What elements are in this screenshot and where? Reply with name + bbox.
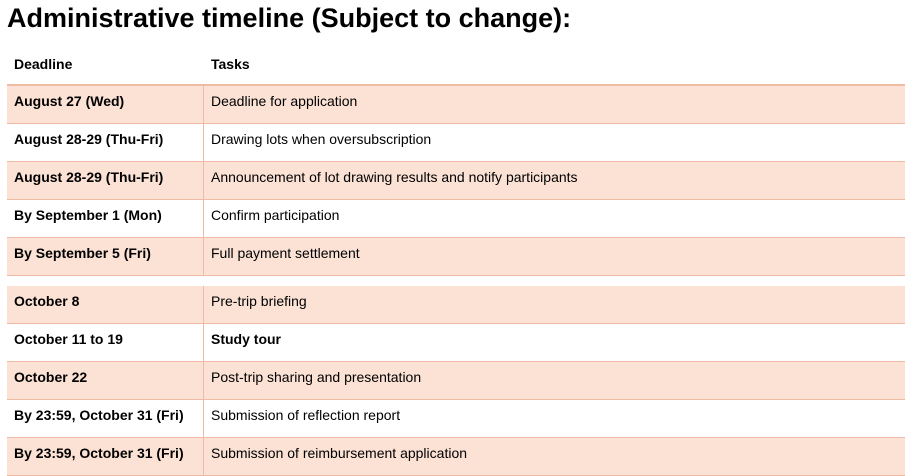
task-cell: Post-trip sharing and presentation — [211, 369, 422, 385]
section-gap — [7, 276, 905, 286]
task-cell: Deadline for application — [211, 93, 358, 109]
deadline-cell: By September 1 (Mon) — [7, 200, 204, 237]
deadline-cell: By 23:59, October 31 (Fri) — [7, 438, 204, 475]
task-cell: Confirm participation — [211, 207, 340, 223]
deadline-cell: October 22 — [7, 362, 204, 399]
table-row — [7, 238, 905, 276]
header-deadline: Deadline — [14, 56, 73, 72]
deadline-cell: October 8 — [7, 286, 204, 323]
deadline-cell: August 28-29 (Thu-Fri) — [7, 162, 204, 199]
table-row — [7, 200, 905, 238]
table-row — [7, 286, 905, 324]
deadline-cell: By 23:59, October 31 (Fri) — [7, 400, 204, 437]
deadline-cell: October 11 to 19 — [7, 324, 204, 361]
task-cell: Study tour — [211, 331, 281, 347]
table-header-row — [7, 44, 905, 86]
table-row — [7, 400, 905, 438]
table-row — [7, 124, 905, 162]
task-cell: Pre-trip briefing — [211, 293, 307, 309]
table-row — [7, 86, 905, 124]
table-row — [7, 162, 905, 200]
deadline-cell: August 28-29 (Thu-Fri) — [7, 124, 204, 161]
table-row — [7, 324, 905, 362]
task-cell: Submission of reflection report — [211, 407, 401, 423]
timeline-table — [7, 44, 905, 476]
table-row — [7, 438, 905, 476]
task-cell: Submission of reimbursement application — [211, 445, 468, 461]
deadline-cell: By September 5 (Fri) — [7, 238, 204, 275]
page-title: Administrative timeline (Subject to change): — [7, 3, 572, 33]
deadline-cell: August 27 (Wed) — [7, 86, 204, 123]
table-row — [7, 362, 905, 400]
task-cell: Full payment settlement — [211, 245, 360, 261]
task-cell: Announcement of lot drawing results and notify participants — [211, 169, 578, 185]
header-tasks: Tasks — [211, 56, 250, 72]
task-cell: Drawing lots when oversubscription — [211, 131, 432, 147]
